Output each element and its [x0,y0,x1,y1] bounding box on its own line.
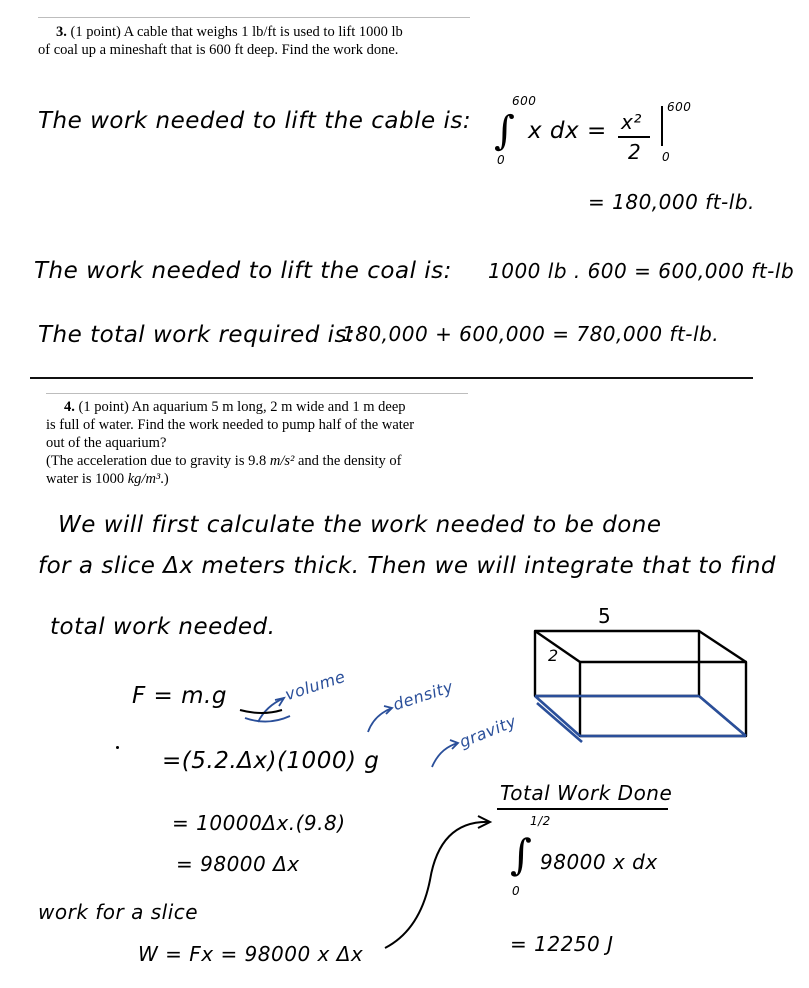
integral-upper-bound: 600 [512,94,537,108]
density-unit: kg/m³ [127,471,161,487]
problem4-points: (1 point) [78,399,129,415]
problem3-number: 3. [56,24,67,40]
total-integral-lower: 0 [512,884,521,898]
box-width-label: 2 [548,646,559,665]
box-length-label: 5 [598,604,612,628]
total-integral-upper: 1/2 [530,814,551,828]
total-integral-sign: ∫ [510,830,533,879]
force-step3: = 98000 Δx [176,852,300,876]
problem3-points: (1 point) [70,24,121,40]
total-work-calc: 180,000 + 600,000 = 780,000 ft-lb. [342,322,720,346]
force-step1: =(5.2.Δx)(1000) g [162,748,380,774]
intro-line2: for a slice Δx meters thick. Then we will integrate that to find [38,553,776,579]
cable-work-result: = 180,000 ft-lb. [588,190,755,214]
total-work-title: Total Work Done [500,781,673,805]
problem4-line5b: .) [160,471,169,487]
stray-dot [116,746,119,749]
fraction-numerator: x² [621,110,642,134]
total-work-text: The total work required is: [38,322,356,348]
intro-line3: total work needed. [50,614,276,640]
note-density: density [390,676,456,715]
slice-label: work for a slice [38,900,199,924]
integrand-text: x dx = [528,118,607,144]
total-work-result: = 12250 J [510,932,614,956]
problem4-line2: is full of water. Find the work needed to pump half of the water [46,417,415,433]
problem3-line2: of coal up a mineshaft that is 600 ft deep. Find the work done. [38,42,399,58]
intro-line1: We will first calculate the work needed to be done [58,512,662,538]
problem4-line4b: and the density of [297,453,402,469]
integral-sign: ∫ [494,108,516,154]
gravity-unit: m/s² [269,453,295,469]
problem4-line4a: (The acceleration due to gravity is 9.8 [46,453,267,469]
fraction-denominator: 2 [628,140,642,164]
evaluation-upper: 600 [667,100,692,114]
force-step2: = 10000Δx.(9.8) [172,811,346,835]
slice-equation: W = Fx = 98000 x Δx [138,942,364,966]
problem4-line5a: water is 1000 [46,471,125,487]
problem3-line1: A cable that weighs 1 lb/ft is used to lift 1000 lb [123,24,403,40]
cable-work-text: The work needed to lift the cable is: [38,108,472,134]
total-integrand: 98000 x dx [540,850,658,874]
problem4-line1: An aquarium 5 m long, 2 m wide and 1 m deep [131,399,406,415]
note-gravity: gravity [456,711,520,752]
note-volume: volume [282,666,348,705]
coal-work-calc: 1000 lb . 600 = 600,000 ft-lb [488,259,795,283]
problem4-number: 4. [64,399,75,415]
coal-work-text: The work needed to lift the coal is: [34,258,452,284]
integral-lower-bound: 0 [497,153,506,167]
force-equation: F = m.g [132,683,227,709]
evaluation-lower: 0 [662,150,671,164]
problem4-line3: out of the aquarium? [46,435,167,451]
